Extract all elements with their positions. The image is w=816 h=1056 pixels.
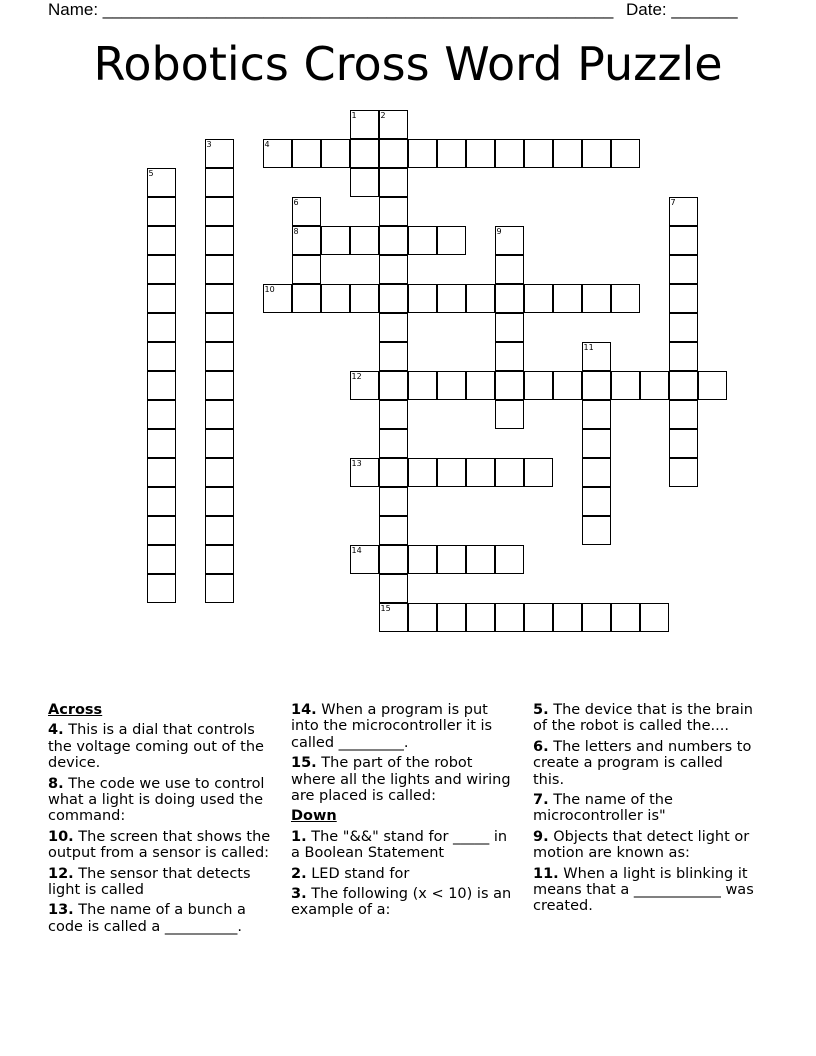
- crossword-cell[interactable]: [495, 226, 524, 255]
- crossword-cell[interactable]: [292, 226, 321, 255]
- crossword-cell[interactable]: [437, 545, 466, 574]
- crossword-cell[interactable]: [147, 168, 176, 197]
- clue-number: 8.: [48, 775, 64, 792]
- down-clue-7: [533, 792, 757, 825]
- crossword-cell[interactable]: [466, 603, 495, 632]
- down-clue-11: [533, 866, 757, 915]
- crossword-cell[interactable]: [408, 458, 437, 487]
- crossword-cell[interactable]: [379, 139, 408, 168]
- crossword-cell[interactable]: [408, 371, 437, 400]
- crossword-cell[interactable]: [147, 197, 176, 226]
- clue-text: Objects that detect light or motion are known as:: [533, 828, 750, 862]
- crossword-cell[interactable]: [524, 284, 553, 313]
- clue-text: The following (x < 10) is an example of a:: [291, 886, 512, 919]
- crossword-cell[interactable]: [350, 139, 379, 168]
- down-heading: Down: [291, 808, 337, 825]
- crossword-cell[interactable]: [379, 371, 408, 400]
- across-clue-8: [48, 776, 272, 825]
- cell-number: 4: [264, 139, 270, 149]
- clue-number: 11.: [533, 865, 559, 882]
- crossword-cell[interactable]: [669, 458, 698, 487]
- crossword-cell[interactable]: [582, 429, 611, 458]
- crossword-cell[interactable]: [147, 284, 176, 313]
- crossword-cell[interactable]: [466, 545, 495, 574]
- crossword-cell[interactable]: [553, 139, 582, 168]
- crossword-cell[interactable]: [205, 139, 234, 168]
- clue-text: The name of a bunch a code is called a __________.: [48, 902, 246, 935]
- clue-number: 6.: [533, 738, 549, 755]
- across-clue-13: [48, 902, 272, 935]
- crossword-cell[interactable]: [611, 284, 640, 313]
- cell-number: 1: [351, 110, 357, 120]
- crossword-cell[interactable]: [147, 487, 176, 516]
- crossword-cell[interactable]: [582, 139, 611, 168]
- crossword-cell[interactable]: [263, 284, 292, 313]
- clue-number: 10.: [48, 828, 74, 845]
- crossword-cell[interactable]: [466, 284, 495, 313]
- name-field-label: Name: ______________________________________________________: [48, 0, 614, 19]
- crossword-cell[interactable]: [524, 603, 553, 632]
- cell-number: 9: [496, 226, 502, 236]
- crossword-cell[interactable]: [292, 255, 321, 284]
- crossword-cell[interactable]: [669, 371, 698, 400]
- crossword-cell[interactable]: [495, 313, 524, 342]
- clue-number: 12.: [48, 865, 74, 882]
- crossword-cell[interactable]: [292, 284, 321, 313]
- clue-number: 14.: [291, 702, 317, 718]
- crossword-cell[interactable]: [321, 226, 350, 255]
- crossword-cell[interactable]: [582, 342, 611, 371]
- crossword-cell[interactable]: [611, 139, 640, 168]
- crossword-cell[interactable]: [321, 284, 350, 313]
- clue-number: 4.: [48, 722, 64, 739]
- clue-text: The name of the microcontroller is": [533, 792, 673, 825]
- crossword-cell[interactable]: [495, 255, 524, 284]
- crossword-cell[interactable]: [379, 342, 408, 371]
- across-clue-12: [48, 866, 272, 899]
- cell-number: 5: [148, 168, 154, 178]
- clues-column-1: [48, 702, 272, 939]
- cell-number: 7: [670, 197, 676, 207]
- crossword-cell[interactable]: [350, 226, 379, 255]
- crossword-cell[interactable]: [408, 139, 437, 168]
- crossword-cell[interactable]: [147, 342, 176, 371]
- crossword-cell[interactable]: [553, 371, 582, 400]
- crossword-cell[interactable]: [582, 487, 611, 516]
- crossword-cell[interactable]: [292, 197, 321, 226]
- crossword-cell[interactable]: [205, 371, 234, 400]
- clue-text: The sensor that detects light is called: [48, 865, 251, 899]
- crossword-cell[interactable]: [437, 284, 466, 313]
- crossword-cell[interactable]: [669, 313, 698, 342]
- crossword-cell[interactable]: [379, 110, 408, 139]
- crossword-cell[interactable]: [495, 371, 524, 400]
- crossword-cell[interactable]: [292, 139, 321, 168]
- cell-number: 2: [380, 110, 386, 120]
- crossword-cell[interactable]: [379, 603, 408, 632]
- page-title: Robotics Cross Word Puzzle: [93, 37, 723, 91]
- down-clue-2: [291, 866, 515, 882]
- clue-number: 13.: [48, 902, 74, 919]
- crossword-cell[interactable]: [524, 371, 553, 400]
- crossword-cell[interactable]: [205, 168, 234, 197]
- crossword-cell[interactable]: [205, 516, 234, 545]
- cell-number: 15: [380, 603, 391, 613]
- crossword-cell[interactable]: [582, 516, 611, 545]
- crossword-cell[interactable]: [437, 371, 466, 400]
- crossword-cell[interactable]: [205, 574, 234, 603]
- down-clue-1: [291, 829, 515, 862]
- crossword-cell[interactable]: [582, 603, 611, 632]
- crossword-cell[interactable]: [205, 342, 234, 371]
- crossword-cell[interactable]: [350, 458, 379, 487]
- crossword-cell[interactable]: [611, 603, 640, 632]
- crossword-cell[interactable]: [379, 168, 408, 197]
- crossword-cell[interactable]: [147, 429, 176, 458]
- crossword-cell[interactable]: [205, 458, 234, 487]
- crossword-cell[interactable]: [582, 400, 611, 429]
- crossword-cell[interactable]: [408, 545, 437, 574]
- crossword-cell[interactable]: [205, 255, 234, 284]
- crossword-cell[interactable]: [147, 458, 176, 487]
- clue-text: The screen that shows the output from a sensor is called:: [48, 828, 271, 862]
- crossword-cell[interactable]: [379, 197, 408, 226]
- crossword-cell[interactable]: [582, 284, 611, 313]
- crossword-cell[interactable]: [350, 110, 379, 139]
- clue-number: 1.: [291, 828, 307, 845]
- cell-number: 8: [293, 226, 299, 236]
- crossword-cell[interactable]: [147, 545, 176, 574]
- crossword-cell[interactable]: [437, 458, 466, 487]
- crossword-cell[interactable]: [321, 139, 350, 168]
- crossword-cell[interactable]: [495, 458, 524, 487]
- crossword-cell[interactable]: [466, 139, 495, 168]
- clue-text: The code we use to control what a light is doing used the command:: [48, 775, 265, 825]
- crossword-cell[interactable]: [379, 458, 408, 487]
- clue-text: When a program is put into the microcontroller it is called _________.: [291, 702, 493, 751]
- crossword-cell[interactable]: [437, 139, 466, 168]
- clue-number: 3.: [291, 886, 307, 903]
- crossword-cell[interactable]: [205, 284, 234, 313]
- crossword-cell[interactable]: [553, 284, 582, 313]
- clue-text: The "&&" stand for _____ in a Boolean Statement: [291, 828, 508, 862]
- crossword-cell[interactable]: [379, 545, 408, 574]
- cell-number: 13: [351, 458, 362, 468]
- crossword-cell[interactable]: [408, 226, 437, 255]
- cell-number: 3: [206, 139, 212, 149]
- crossword-cell[interactable]: [205, 226, 234, 255]
- cell-number: 12: [351, 371, 362, 381]
- crossword-cell[interactable]: [379, 516, 408, 545]
- crossword-cell[interactable]: [408, 603, 437, 632]
- date-field-label: Date: _______: [626, 0, 738, 19]
- clue-text: The letters and numbers to create a program is called this.: [533, 738, 752, 788]
- crossword-cell[interactable]: [379, 255, 408, 284]
- down-clue-5: [533, 702, 757, 735]
- crossword-cell[interactable]: [379, 487, 408, 516]
- crossword-cell[interactable]: [495, 545, 524, 574]
- crossword-cell[interactable]: [147, 255, 176, 284]
- crossword-cell[interactable]: [205, 429, 234, 458]
- crossword-cell[interactable]: [495, 342, 524, 371]
- crossword-cell[interactable]: [640, 603, 669, 632]
- clues-column-2: [291, 702, 515, 923]
- crossword-cell[interactable]: [379, 313, 408, 342]
- clue-text: This is a dial that controls the voltage coming out of the device.: [48, 722, 264, 772]
- crossword-cell[interactable]: [466, 371, 495, 400]
- crossword-cell[interactable]: [350, 168, 379, 197]
- crossword-cell[interactable]: [437, 226, 466, 255]
- crossword-cell[interactable]: [379, 429, 408, 458]
- crossword-cell[interactable]: [379, 284, 408, 313]
- crossword-cell[interactable]: [147, 371, 176, 400]
- cell-number: 6: [293, 197, 299, 207]
- down-clue-9: [533, 829, 757, 862]
- clue-text: The device that is the brain of the robot is called the....: [533, 702, 753, 735]
- crossword-cell[interactable]: [408, 284, 437, 313]
- crossword-cell[interactable]: [437, 603, 466, 632]
- crossword-cell[interactable]: [350, 284, 379, 313]
- crossword-cell[interactable]: [582, 371, 611, 400]
- crossword-cell[interactable]: [611, 371, 640, 400]
- crossword-cell[interactable]: [263, 139, 292, 168]
- crossword-cell[interactable]: [495, 400, 524, 429]
- clue-number: 9.: [533, 828, 549, 845]
- crossword-cell[interactable]: [147, 516, 176, 545]
- crossword-cell[interactable]: [640, 371, 669, 400]
- crossword-cell[interactable]: [669, 197, 698, 226]
- down-clue-3: [291, 886, 515, 919]
- clue-text: The part of the robot where all the lights and wiring are placed is called:: [291, 755, 511, 805]
- across-clue-15: [291, 755, 515, 804]
- across-clue-14: [291, 702, 515, 751]
- crossword-cell[interactable]: [495, 284, 524, 313]
- clue-text: When a light is blinking it means that a ____________ was created.: [533, 865, 754, 915]
- crossword-cell[interactable]: [205, 487, 234, 516]
- crossword-cell[interactable]: [524, 458, 553, 487]
- crossword-cell[interactable]: [553, 603, 582, 632]
- crossword-cell[interactable]: [669, 284, 698, 313]
- crossword-cell[interactable]: [147, 400, 176, 429]
- across-heading: Across: [48, 702, 103, 718]
- crossword-cell[interactable]: [379, 574, 408, 603]
- crossword-cell[interactable]: [205, 313, 234, 342]
- cell-number: 11: [583, 342, 594, 352]
- crossword-cell[interactable]: [669, 342, 698, 371]
- crossword-cell[interactable]: [495, 139, 524, 168]
- crossword-cell[interactable]: [350, 545, 379, 574]
- clues-column-3: [533, 702, 757, 919]
- crossword-cell[interactable]: [379, 226, 408, 255]
- crossword-cell[interactable]: [582, 458, 611, 487]
- crossword-cell[interactable]: [205, 545, 234, 574]
- crossword-cell[interactable]: [669, 429, 698, 458]
- crossword-cell[interactable]: [379, 400, 408, 429]
- crossword-cell[interactable]: [669, 255, 698, 284]
- crossword-cell[interactable]: [698, 371, 727, 400]
- cell-number: 10: [264, 284, 275, 294]
- across-clue-10: [48, 829, 272, 862]
- crossword-cell[interactable]: [147, 313, 176, 342]
- crossword-cell[interactable]: [524, 139, 553, 168]
- crossword-cell[interactable]: [205, 197, 234, 226]
- across-clue-4: [48, 722, 272, 771]
- crossword-cell[interactable]: [205, 400, 234, 429]
- crossword-cell[interactable]: [466, 458, 495, 487]
- crossword-cell[interactable]: [669, 400, 698, 429]
- crossword-cell[interactable]: [350, 371, 379, 400]
- crossword-cell[interactable]: [147, 226, 176, 255]
- clue-number: 15.: [291, 755, 317, 772]
- cell-number: 14: [351, 545, 362, 555]
- crossword-cell[interactable]: [495, 603, 524, 632]
- clue-text: LED stand for: [311, 865, 410, 882]
- crossword-cell[interactable]: [669, 226, 698, 255]
- clue-number: 7.: [533, 792, 549, 809]
- clue-number: 5.: [533, 702, 549, 718]
- clue-number: 2.: [291, 865, 307, 882]
- crossword-cell[interactable]: [147, 574, 176, 603]
- down-clue-6: [533, 739, 757, 788]
